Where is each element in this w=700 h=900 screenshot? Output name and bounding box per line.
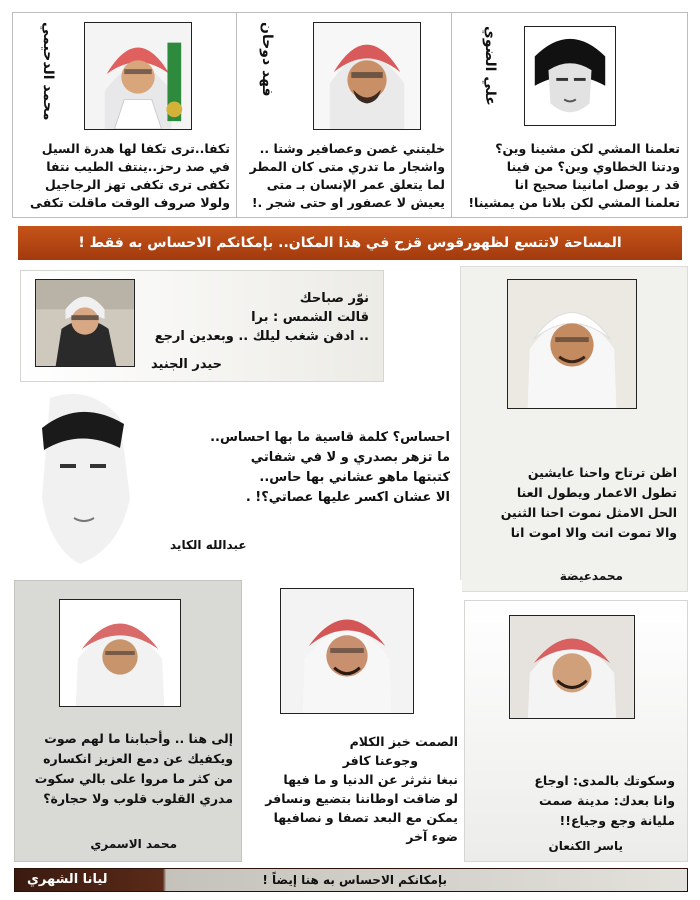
poet-photo — [507, 279, 637, 409]
poem-text: نوّر صباحك قالت الشمس : برا .. ادفن شغب ليلك .. وبعدين ارجع — [154, 291, 369, 344]
poem-text: إلى هنا .. وأحبابنا ما لهم صوت ويكفيك عن دمع العزيز انكساره من كثر ما مروا على بالي سكوت مدري القلوب قلوب ولا حجارة؟ — [34, 731, 233, 806]
rainbow-banner: المساحة لاتتسع لظهورقوس قزح في هذا المكان.. بإمكانكم الاحساس به فقط ! — [18, 226, 682, 260]
panel-asmari — [14, 580, 242, 862]
poet-photo — [313, 22, 421, 130]
poet-photo — [84, 22, 192, 130]
poet-photo — [280, 588, 414, 714]
poet-signature: محمدعيضة — [559, 569, 623, 583]
poet-photo — [509, 615, 635, 719]
poem-text: احساس؟ كلمة قاسية ما بها احساس.. ما تزهر بصدري و لا في شفاتي كتبتها ماهو عشاني بها حاس.. الا عشان اكسر عليها عصاتي؟! . — [210, 430, 450, 505]
panel-haidar — [20, 270, 384, 382]
poet-signature: حيدر الجنيد — [151, 357, 223, 372]
poem-text: وسكوتك بالمدى: اوجاع وانا بعدك: مدينة صمت مليانة وجع وجياع!! — [534, 773, 675, 828]
poet-photo — [524, 26, 616, 126]
footer-author: ليانا الشهري — [27, 872, 108, 887]
panel-aidha — [460, 266, 688, 592]
poet-signature: عبدالله الكايد — [170, 538, 247, 552]
poet-photo — [59, 599, 181, 707]
poet-name: علي الضوي — [482, 26, 498, 106]
poet-signature: محمد الاسمري — [90, 837, 177, 851]
poet-name: فهد دوحان — [259, 22, 275, 97]
panel-kayed — [20, 388, 458, 568]
poet-name: محمد الدحيمي — [40, 22, 56, 121]
poet-photo — [35, 279, 135, 367]
panel-dhaimi — [12, 12, 237, 218]
panel-middle — [244, 580, 462, 862]
poet-photo — [20, 388, 140, 568]
footer-text: بإمكانكم الاحساس به هنا إيضاً ! — [262, 873, 447, 887]
footer-bar — [14, 868, 688, 892]
panel-dhawi — [452, 12, 688, 218]
poem-text: اظن ترتاح واحنا عايشين تطول الاعمار ويطول العنا الحل الامثل نموت احنا الثنين والا تموت انت والا اموت انا — [500, 465, 677, 540]
panel-dohan — [237, 12, 452, 218]
poem-text: خليتني غصن وعصافير وشتا .. واشجار ما تدري متى كان المطر لما يتعلق عمر الإنسان بـ متى يعيش لا عصفور او حتى شجر .! — [249, 141, 445, 210]
poem-text: تكفا..ترى تكفا لها هدرة السيل في صد رحز..ينتف الطيب نتفا تكفى ترى تكفى تهز الرجاجيل ولولا صروف الوقت ماقلت تكفى — [30, 141, 230, 210]
poem-text: الصمت خبز الكلام وجوعنا كافر نبغا نثرثر عن الدنيا و ما فيها لو ضاقت اوطاننا بتضيع ونسافر يمكن مع البعد تصفا و نصافيها ضوء آخر — [265, 734, 458, 844]
poet-signature: ياسر الكنعان — [548, 839, 623, 853]
poem-text: تعلمنا المشي لكن مشينا وين؟ ودتنا الخطاوي وين؟ من فينا قد ر يوصل امانينا صحيح انا تعلمنا المشي لكن بلانا من يمشينا! — [468, 141, 680, 210]
panel-kanaan — [464, 600, 688, 862]
